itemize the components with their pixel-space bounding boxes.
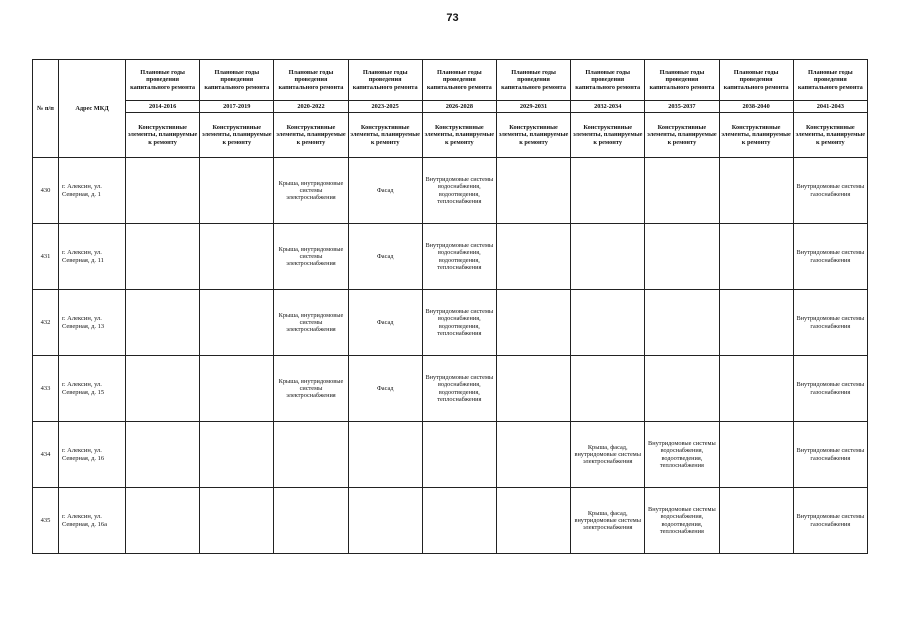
period-note: Конструктивные элементы, планируемые к ремонту bbox=[719, 113, 793, 158]
period-note: Конструктивные элементы, планируемые к ремонту bbox=[274, 113, 348, 158]
row-number: 434 bbox=[33, 422, 59, 488]
repair-cell bbox=[719, 224, 793, 290]
repair-cell bbox=[422, 422, 496, 488]
period-years: 2020-2022 bbox=[274, 101, 348, 113]
repair-cell bbox=[274, 488, 348, 554]
row-address: г. Алексин, ул. Северная, д. 16а bbox=[59, 488, 126, 554]
period-note: Конструктивные элементы, планируемые к ремонту bbox=[793, 113, 867, 158]
table-row bbox=[33, 290, 868, 356]
table-row bbox=[33, 356, 868, 422]
page-number: 73 bbox=[446, 12, 459, 24]
repair-cell bbox=[126, 158, 200, 224]
repair-cell: Внутридомовые системы водоснабжения, водоотведения, теплоснабжения bbox=[422, 158, 496, 224]
repair-cell: Внутридомовые системы газоснабжения bbox=[793, 356, 867, 422]
row-number: 433 bbox=[33, 356, 59, 422]
repair-cell bbox=[348, 488, 422, 554]
repair-cell: Крыша, фасад, внутридомовые системы электроснабжения bbox=[571, 488, 645, 554]
repair-cell: Крыша, фасад, внутридомовые системы электроснабжения bbox=[571, 422, 645, 488]
repair-cell: Внутридомовые системы газоснабжения bbox=[793, 224, 867, 290]
repair-cell: Внутридомовые системы водоснабжения, водоотведения, теплоснабжения bbox=[422, 224, 496, 290]
repair-cell: Фасад bbox=[348, 158, 422, 224]
repair-cell bbox=[496, 224, 570, 290]
period-note: Конструктивные элементы, планируемые к ремонту bbox=[496, 113, 570, 158]
table-row bbox=[33, 158, 868, 224]
column-header-address: Адрес МКД bbox=[59, 60, 126, 158]
header-row-titles bbox=[33, 60, 868, 101]
repair-cell bbox=[571, 356, 645, 422]
period-note: Конструктивные элементы, планируемые к ремонту bbox=[348, 113, 422, 158]
period-note: Конструктивные элементы, планируемые к ремонту bbox=[126, 113, 200, 158]
period-note: Конструктивные элементы, планируемые к ремонту bbox=[645, 113, 719, 158]
row-address: г. Алексин, ул. Северная, д. 13 bbox=[59, 290, 126, 356]
repair-cell bbox=[496, 356, 570, 422]
repair-cell bbox=[571, 158, 645, 224]
period-note: Конструктивные элементы, планируемые к ремонту bbox=[571, 113, 645, 158]
repair-cell bbox=[200, 224, 274, 290]
period-note: Конструктивные элементы, планируемые к ремонту bbox=[422, 113, 496, 158]
repair-cell bbox=[719, 290, 793, 356]
repair-cell bbox=[719, 488, 793, 554]
period-title: Плановые годы проведения капитального ремонта bbox=[719, 60, 793, 101]
repair-cell bbox=[200, 158, 274, 224]
header-row-notes bbox=[33, 113, 868, 158]
repair-cell bbox=[571, 224, 645, 290]
repair-cell bbox=[274, 422, 348, 488]
repair-cell: Внутридомовые системы водоснабжения, водоотведения, теплоснабжения bbox=[645, 422, 719, 488]
row-address: г. Алексин, ул. Северная, д. 16 bbox=[59, 422, 126, 488]
row-number: 435 bbox=[33, 488, 59, 554]
capital-repair-table bbox=[32, 59, 868, 554]
repair-cell: Фасад bbox=[348, 356, 422, 422]
repair-cell bbox=[496, 488, 570, 554]
repair-cell bbox=[200, 422, 274, 488]
repair-cell bbox=[719, 356, 793, 422]
repair-cell bbox=[200, 290, 274, 356]
repair-cell: Внутридомовые системы газоснабжения bbox=[793, 158, 867, 224]
period-years: 2041-2043 bbox=[793, 101, 867, 113]
header-row-years bbox=[33, 101, 868, 113]
period-years: 2014-2016 bbox=[126, 101, 200, 113]
row-address: г. Алексин, ул. Северная, д. 15 bbox=[59, 356, 126, 422]
period-title: Плановые годы проведения капитального ремонта bbox=[496, 60, 570, 101]
repair-cell bbox=[496, 158, 570, 224]
repair-cell: Крыша, внутридомовые системы электроснабжения bbox=[274, 290, 348, 356]
repair-cell: Внутридомовые системы водоснабжения, водоотведения, теплоснабжения bbox=[422, 356, 496, 422]
row-address: г. Алексин, ул. Северная, д. 1 bbox=[59, 158, 126, 224]
period-title: Плановые годы проведения капитального ремонта bbox=[422, 60, 496, 101]
period-years: 2023-2025 bbox=[348, 101, 422, 113]
repair-cell: Крыша, внутридомовые системы электроснабжения bbox=[274, 224, 348, 290]
table-row bbox=[33, 488, 868, 554]
period-years: 2026-2028 bbox=[422, 101, 496, 113]
row-number: 432 bbox=[33, 290, 59, 356]
repair-cell bbox=[571, 290, 645, 356]
period-title: Плановые годы проведения капитального ремонта bbox=[200, 60, 274, 101]
repair-cell bbox=[719, 422, 793, 488]
repair-cell bbox=[645, 158, 719, 224]
period-title: Плановые годы проведения капитального ремонта bbox=[645, 60, 719, 101]
repair-cell bbox=[200, 356, 274, 422]
row-number: 430 bbox=[33, 158, 59, 224]
table-body bbox=[33, 158, 868, 554]
repair-cell bbox=[719, 158, 793, 224]
period-years: 2032-2034 bbox=[571, 101, 645, 113]
repair-cell bbox=[126, 422, 200, 488]
repair-cell bbox=[496, 422, 570, 488]
repair-cell bbox=[126, 356, 200, 422]
row-address: г. Алексин, ул. Северная, д. 11 bbox=[59, 224, 126, 290]
repair-cell: Крыша, внутридомовые системы электроснабжения bbox=[274, 356, 348, 422]
table-row bbox=[33, 224, 868, 290]
repair-cell bbox=[348, 422, 422, 488]
period-title: Плановые годы проведения капитального ремонта bbox=[126, 60, 200, 101]
period-title: Плановые годы проведения капитального ремонта bbox=[274, 60, 348, 101]
repair-cell: Фасад bbox=[348, 290, 422, 356]
repair-cell bbox=[126, 224, 200, 290]
period-years: 2029-2031 bbox=[496, 101, 570, 113]
repair-cell bbox=[126, 290, 200, 356]
repair-cell: Внутридомовые системы водоснабжения, водоотведения, теплоснабжения bbox=[645, 488, 719, 554]
repair-cell: Внутридомовые системы водоснабжения, водоотведения, теплоснабжения bbox=[422, 290, 496, 356]
period-years: 2035-2037 bbox=[645, 101, 719, 113]
repair-cell: Внутридомовые системы газоснабжения bbox=[793, 488, 867, 554]
repair-cell bbox=[645, 224, 719, 290]
table-row bbox=[33, 422, 868, 488]
period-title: Плановые годы проведения капитального ремонта bbox=[571, 60, 645, 101]
repair-cell: Внутридомовые системы газоснабжения bbox=[793, 290, 867, 356]
repair-cell: Крыша, внутридомовые системы электроснабжения bbox=[274, 158, 348, 224]
period-title: Плановые годы проведения капитального ремонта bbox=[348, 60, 422, 101]
repair-cell: Фасад bbox=[348, 224, 422, 290]
repair-cell bbox=[496, 290, 570, 356]
repair-cell: Внутридомовые системы газоснабжения bbox=[793, 422, 867, 488]
repair-cell bbox=[422, 488, 496, 554]
period-years: 2038-2040 bbox=[719, 101, 793, 113]
repair-cell bbox=[645, 356, 719, 422]
repair-cell bbox=[200, 488, 274, 554]
repair-cell bbox=[126, 488, 200, 554]
repair-cell bbox=[645, 290, 719, 356]
column-header-number: № п/п bbox=[33, 60, 59, 158]
row-number: 431 bbox=[33, 224, 59, 290]
period-years: 2017-2019 bbox=[200, 101, 274, 113]
period-note: Конструктивные элементы, планируемые к ремонту bbox=[200, 113, 274, 158]
period-title: Плановые годы проведения капитального ремонта bbox=[793, 60, 867, 101]
